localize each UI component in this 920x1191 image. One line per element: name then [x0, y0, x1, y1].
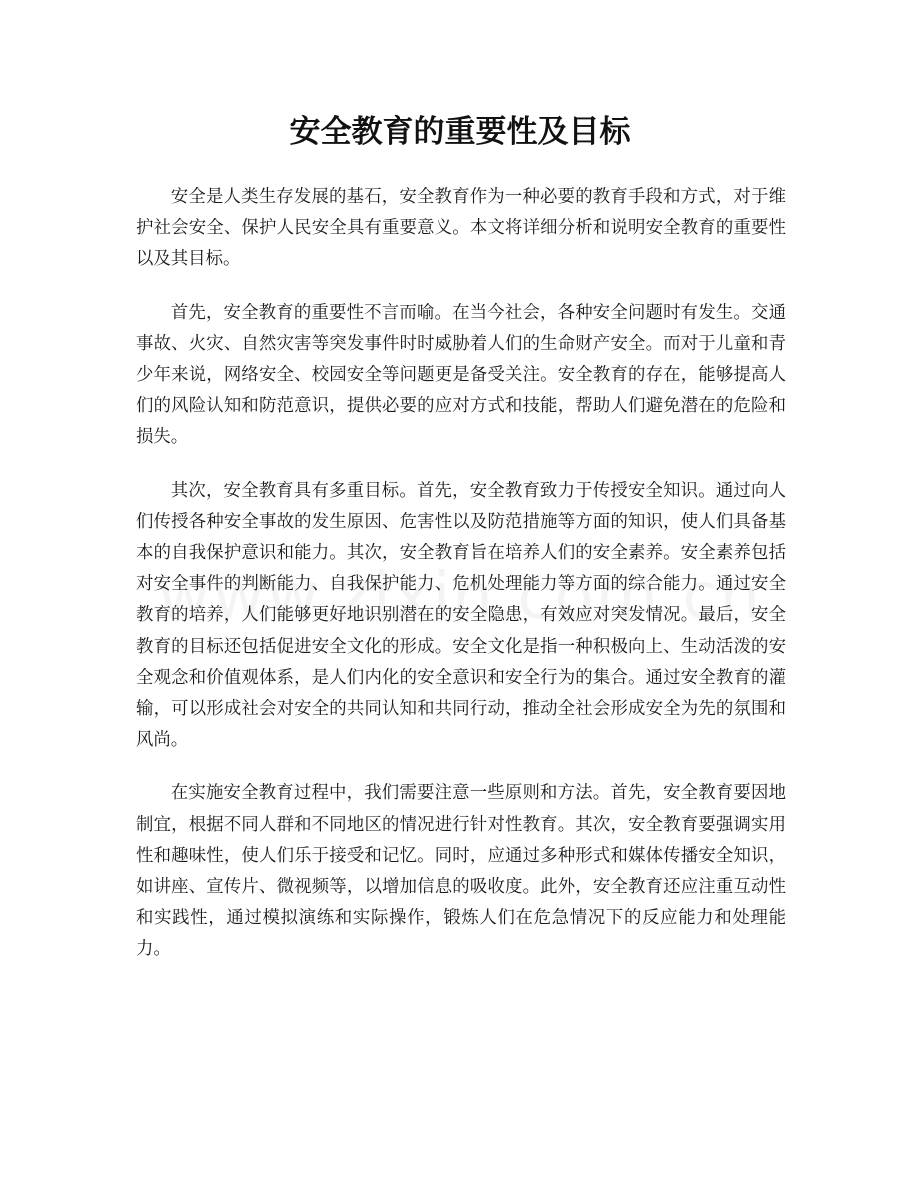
document-title: 安全教育的重要性及目标 [289, 114, 631, 150]
paragraph-importance: 首先，安全教育的重要性不言而喻。在当今社会，各种安全问题时有发生。交通事故、火灾、自然灾害等突发事件时时威胁着人们的生命财产安全。而对于儿童和青少年来说，网络安全、校园安全等问题更是备受关注。安全教育的存在，能够提高人们的风险认知和防范意识，提供必要的应对方式和技能，帮助人们避免潜在的危险和损失。 [136, 302, 786, 448]
document-body [136, 182, 786, 988]
paragraph-intro: 安全是人类生存发展的基石，安全教育作为一种必要的教育手段和方式，对于维护社会安全、保护人民安全具有重要意义。本文将详细分析和说明安全教育的重要性以及其目标。 [136, 187, 786, 270]
paragraph-goals: 其次，安全教育具有多重目标。首先，安全教育致力于传授安全知识。通过向人们传授各种安全事故的发生原因、危害性以及防范措施等方面的知识，使人们具备基本的自我保护意识和能力。其次，安全教育旨在培养人们的安全素养。安全素养包括对安全事件的判断能力、自我保护能力、危机处理能力等方面的综合能力。通过安全教育的培养，人们能够更好地识别潜在的安全隐患，有效应对突发情况。最后，安全教育的目标还包括促进安全文化的形成。安全文化是指一种积极向上、生动活泼的安全观念和价值观体系，是人们内化的安全意识和安全行为的集合。通过安全教育的灌输，可以形成社会对安全的共同认知和共同行动，推动全社会形成安全为先的氛围和风尚。 [136, 480, 786, 751]
paragraph-principles: 在实施安全教育过程中，我们需要注意一些原则和方法。首先，安全教育要因地制宜，根据不同人群和不同地区的情况进行针对性教育。其次，安全教育要强调实用性和趣味性，使人们乐于接受和记忆。同时，应通过多种形式和媒体传播安全知识，如讲座、宣传片、微视频等，以增加信息的吸收度。此外，安全教育还应注重互动性和实践性，通过模拟演练和实际操作，锻炼人们在危急情况下的反应能力和处理能力。 [136, 783, 786, 960]
